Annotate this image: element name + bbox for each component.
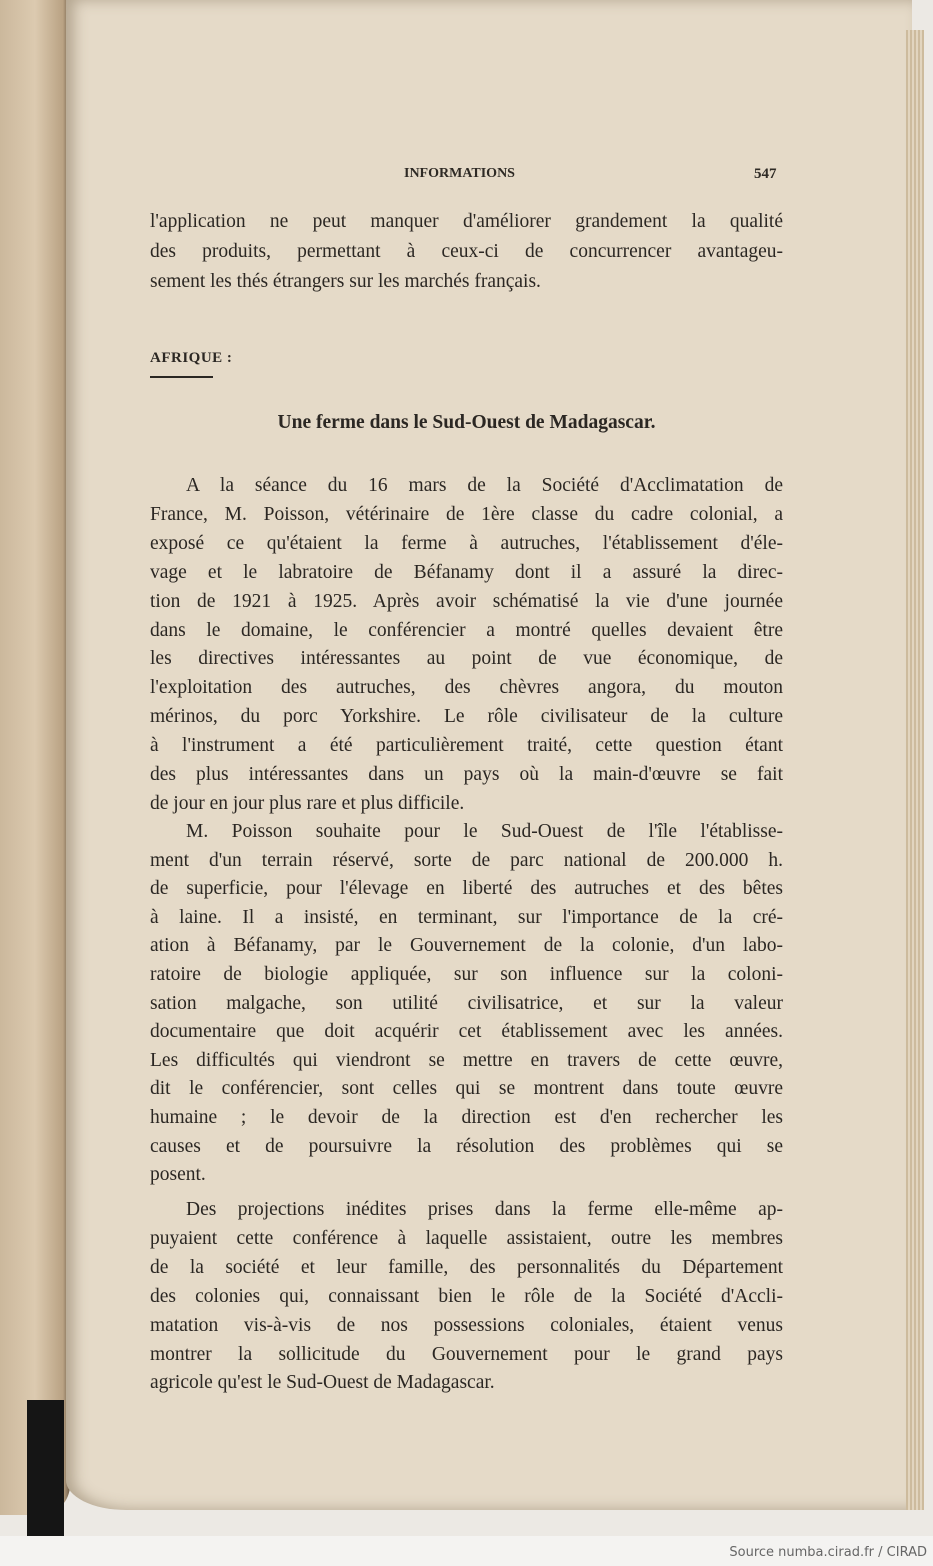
text-line: France, M. Poisson, vétérinaire de 1ère classe du cadre colonial, a [150, 503, 783, 525]
text-line: documentaire que doit acquérir cet établissement avec les années. [150, 1021, 783, 1043]
text-line: tion de 1921 à 1925. Après avoir schématisé la vie d'une journée [150, 590, 783, 612]
text-line: sement les thés étrangers sur les marchés français. [150, 271, 541, 292]
text-line: des plus intéressantes dans un pays où la main-d'œuvre se fait [150, 764, 783, 785]
text-line: montrer la sollicitude du Gouvernement pour le grand pays [150, 1343, 783, 1365]
bookmark-ribbon [27, 1400, 64, 1536]
text-line: ation à Béfanamy, par le Gouvernement de la colonie, d'un labo- [150, 935, 783, 957]
text-line: mérinos, du porc Yorkshire. Le rôle civilisateur de la culture [150, 706, 783, 728]
section-heading: AFRIQUE : [150, 350, 233, 366]
text-line: à laine. Il a insisté, en terminant, sur l'importance de la cré- [150, 906, 783, 928]
page-number: 547 [754, 166, 777, 182]
text-line: à l'instrument a été particulièrement traité, cette question étant [150, 735, 783, 757]
text-line: des produits, permettant à ceux-ci de concurrencer avantageu- [150, 241, 783, 262]
text-line: ment d'un terrain réservé, sorte de parc national de 200.000 h. [150, 849, 783, 871]
text-line: ratoire de biologie appliquée, sur son influence sur la coloni- [150, 964, 783, 985]
text-line: l'exploitation des autruches, des chèvres angora, du mouton [150, 677, 783, 699]
text-line: vage et le labratoire de Béfanamy dont il a assuré la direc- [150, 561, 783, 583]
text-line: sation malgache, son utilité civilisatrice, et sur la valeur [150, 992, 783, 1014]
text-line: de superficie, pour l'élevage en liberté des autruches et des bêtes [150, 878, 783, 900]
text-line: Les difficultés qui viendront se mettre en travers de cette œuvre, [150, 1049, 783, 1071]
page-stack-edge [906, 30, 924, 1510]
text-line: de la société et leur famille, des personnalités du Département [150, 1256, 783, 1278]
text-line: posent. [150, 1164, 206, 1186]
source-credit: Source numba.cirad.fr / CIRAD [729, 1545, 927, 1560]
text-line: les directives intéressantes au point de vue économique, de [150, 648, 783, 670]
article-title: Une ferme dans le Sud-Ouest de Madagascar. [277, 412, 656, 433]
left-page-edge [0, 0, 70, 1515]
section-underline [150, 376, 213, 378]
text-line: Des projections inédites prises dans la ferme elle-même ap- [186, 1199, 783, 1220]
text-line: exposé ce qu'étaient la ferme à autruches, l'établissement d'éle- [150, 532, 783, 554]
text-line: puyaient cette conférence à laquelle assistaient, outre les membres [150, 1227, 783, 1249]
text-line: dans le domaine, le conférencier a montré quelles devaient être [150, 619, 783, 641]
text-line: matation vis-à-vis de nos possessions coloniales, étaient venus [150, 1314, 783, 1336]
text-line: A la séance du 16 mars de la Société d'Acclimatation de [186, 475, 783, 496]
running-title: INFORMATIONS [404, 166, 515, 181]
text-line: de jour en jour plus rare et plus difficile. [150, 792, 465, 814]
text-line: agricole qu'est le Sud-Ouest de Madagascar. [150, 1372, 495, 1394]
text-line: des colonies qui, connaissant bien le rôle de la Société d'Accli- [150, 1285, 783, 1307]
text-line: M. Poisson souhaite pour le Sud-Ouest de l'île l'établisse- [186, 821, 783, 842]
text-line: humaine ; le devoir de la direction est d'en rechercher les [150, 1107, 783, 1128]
text-line: causes et de poursuivre la résolution des problèmes qui se [150, 1135, 783, 1157]
text-line: dit le conférencier, sont celles qui se montrent dans toute œuvre [150, 1078, 783, 1100]
text-line: l'application ne peut manquer d'améliorer grandement la qualité [150, 211, 783, 232]
